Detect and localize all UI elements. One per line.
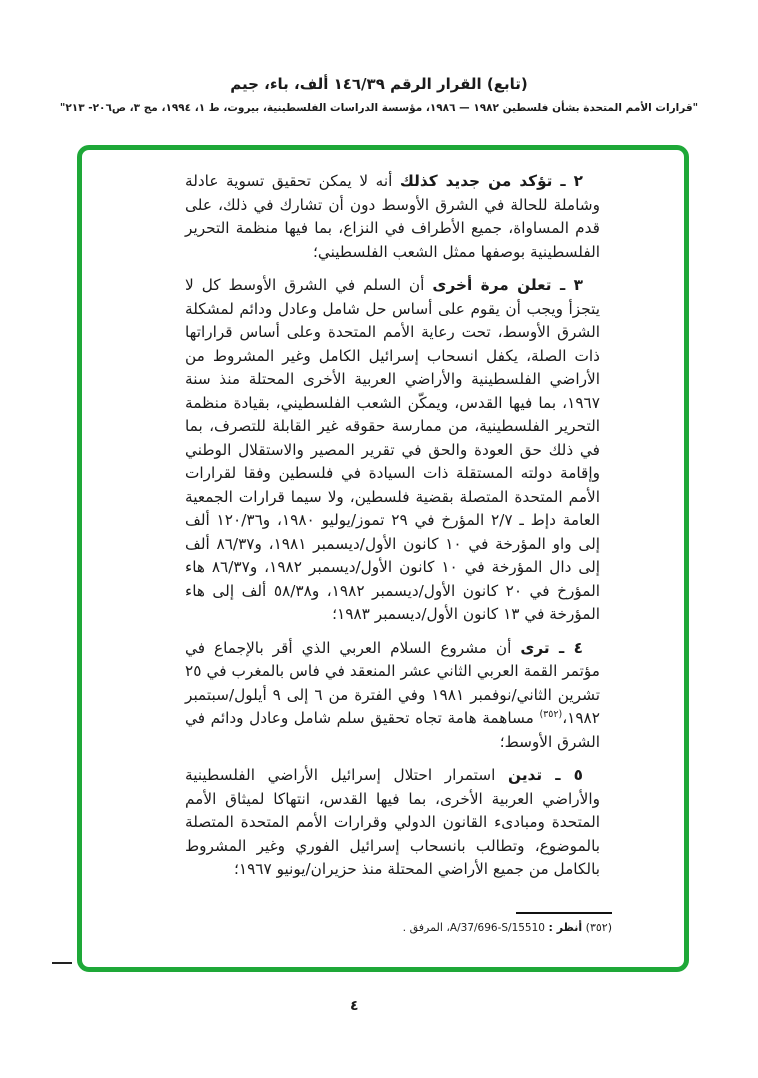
clause-4-body: أن مشروع السلام العربي الذي أقر بالإجماع في مؤتمر القمة العربي الثاني عشر المنعقد في فاس بالمغرب في ٢٥ تشرين الثاني/نوفمبر ١٩٨١ وفي الفترة من ٦ إلى ٩ أيلول/سبتمبر ١٩٨٢، — [185, 638, 600, 727]
clause-4-footnote-ref: (٣٥٢) — [539, 708, 563, 720]
resolution-clause-3 — [185, 274, 600, 627]
resolution-clause-2 — [185, 170, 600, 264]
footnote-tail: ، المرفق . — [402, 921, 450, 934]
clause-2-lead: ٢ ـ تؤكد من جديد كذلك — [399, 172, 583, 190]
resolution-clause-5 — [185, 764, 600, 882]
clause-2-body: أنه لا يمكن تحقيق تسوية عادلة وشاملة للحالة في الشرق الأوسط دون أن تشارك في ذلك، على قدم المساواة، جميع الأطراف في النزاع، بما فيها منظمة التحرير الفلسطينية بوصفها ممثل الشعب الفلسطيني؛ — [185, 172, 600, 261]
page-number: ٤ — [350, 998, 359, 1014]
footnote-document-symbol: A/37/696-S/15510 — [449, 922, 545, 934]
footnote-separator-rule — [516, 912, 612, 914]
clause-4-lead: ٤ ـ ترى — [520, 638, 583, 657]
source-citation: "قرارات الأمم المتحدة بشأن فلسطين ١٩٨٢ — ١٩٨٦، مؤسسة الدراسات الفلسطينية، بيروت، ط ١، ١٩٩٤، مج ٣، ص٢٠٦- ٢١٣" — [59, 102, 699, 114]
resolution-text-column — [185, 170, 600, 892]
resolution-clause-4 — [185, 637, 600, 755]
footnote-marker: (٣٥٢) — [585, 921, 612, 934]
clause-4-body-cont: مساهمة هامة تجاه تحقيق سلم شامل وعادل ودائم في الشرق الأوسط؛ — [185, 709, 600, 751]
clause-3-lead: ٣ ـ تعلن مرة أخرى — [432, 276, 583, 294]
clause-5-lead: ٥ ـ تدين — [508, 766, 583, 784]
footnote — [403, 921, 612, 934]
margin-mark — [52, 962, 72, 964]
resolution-continuation-title: (تابع) القرار الرقم ١٤٦/٣٩ ألف، باء، جيم — [230, 75, 528, 93]
footnote-label: أنظر : — [548, 921, 583, 934]
clause-3-body: أن السلم في الشرق الأوسط كل لا يتجزأ ويجب أن يقوم على أساس حل شامل وعادل ودائم لمشكلة الشرق الأوسط، تحت رعاية الأمم المتحدة وعلى أساس قراراتها ذات الصلة، يكفل انسحاب إسرائيل الكامل وغير المشروط من الأراضي الفلسطينية والأراضي العربية الأخرى المحتلة منذ سنة ١٩٦٧، بما فيها القدس، ويمكّن الشعب الفلسطيني، بقيادة منظمة التحرير الفلسطينية، من ممارسة حقوقه غير القابلة للتصرف، بما في ذلك حق العودة والحق في تقرير المصير والاستقلال الوطني وإقامة دولته المستقلة ذات السيادة في فلسطين وفقا لقرارات الأمم المتحدة المتصلة بقضية فلسطين، ولا سيما قرارات الجمعية العامة دإط ـ ٢/٧ المؤرخ في ٢٩ تموز/يوليو ١٩٨٠، و١٢٠/٣٦ ألف إلى واو المؤرخة في ١٠ كانون الأول/ديسمبر ١٩٨١، و٨٦/٣٧ ألف إلى دال المؤرخة في ١٠ كانون الأول/ديسمبر ١٩٨٢، و٨٦/٣٧ هاء المؤرخ في ٢٠ كانون الأول/ديسمبر ١٩٨٢، و٥٨/٣٨ ألف إلى هاء المؤرخة في ١٣ كانون الأول/ديسمبر ١٩٨٣؛ — [185, 276, 601, 623]
clause-5-body: استمرار احتلال إسرائيل الأراضي الفلسطينية والأراضي العربية الأخرى، بما فيها القدس، انتهاكا لميثاق الأمم المتحدة ومبادىء القانون الدولي وقرارات الأمم المتحدة المتصلة بالموضوع، وتطالب بانسحاب إسرائيل الفوري وغير المشروط بالكامل من جميع الأراضي المحتلة منذ حزيران/يونيو ١٩٦٧؛ — [185, 766, 600, 878]
